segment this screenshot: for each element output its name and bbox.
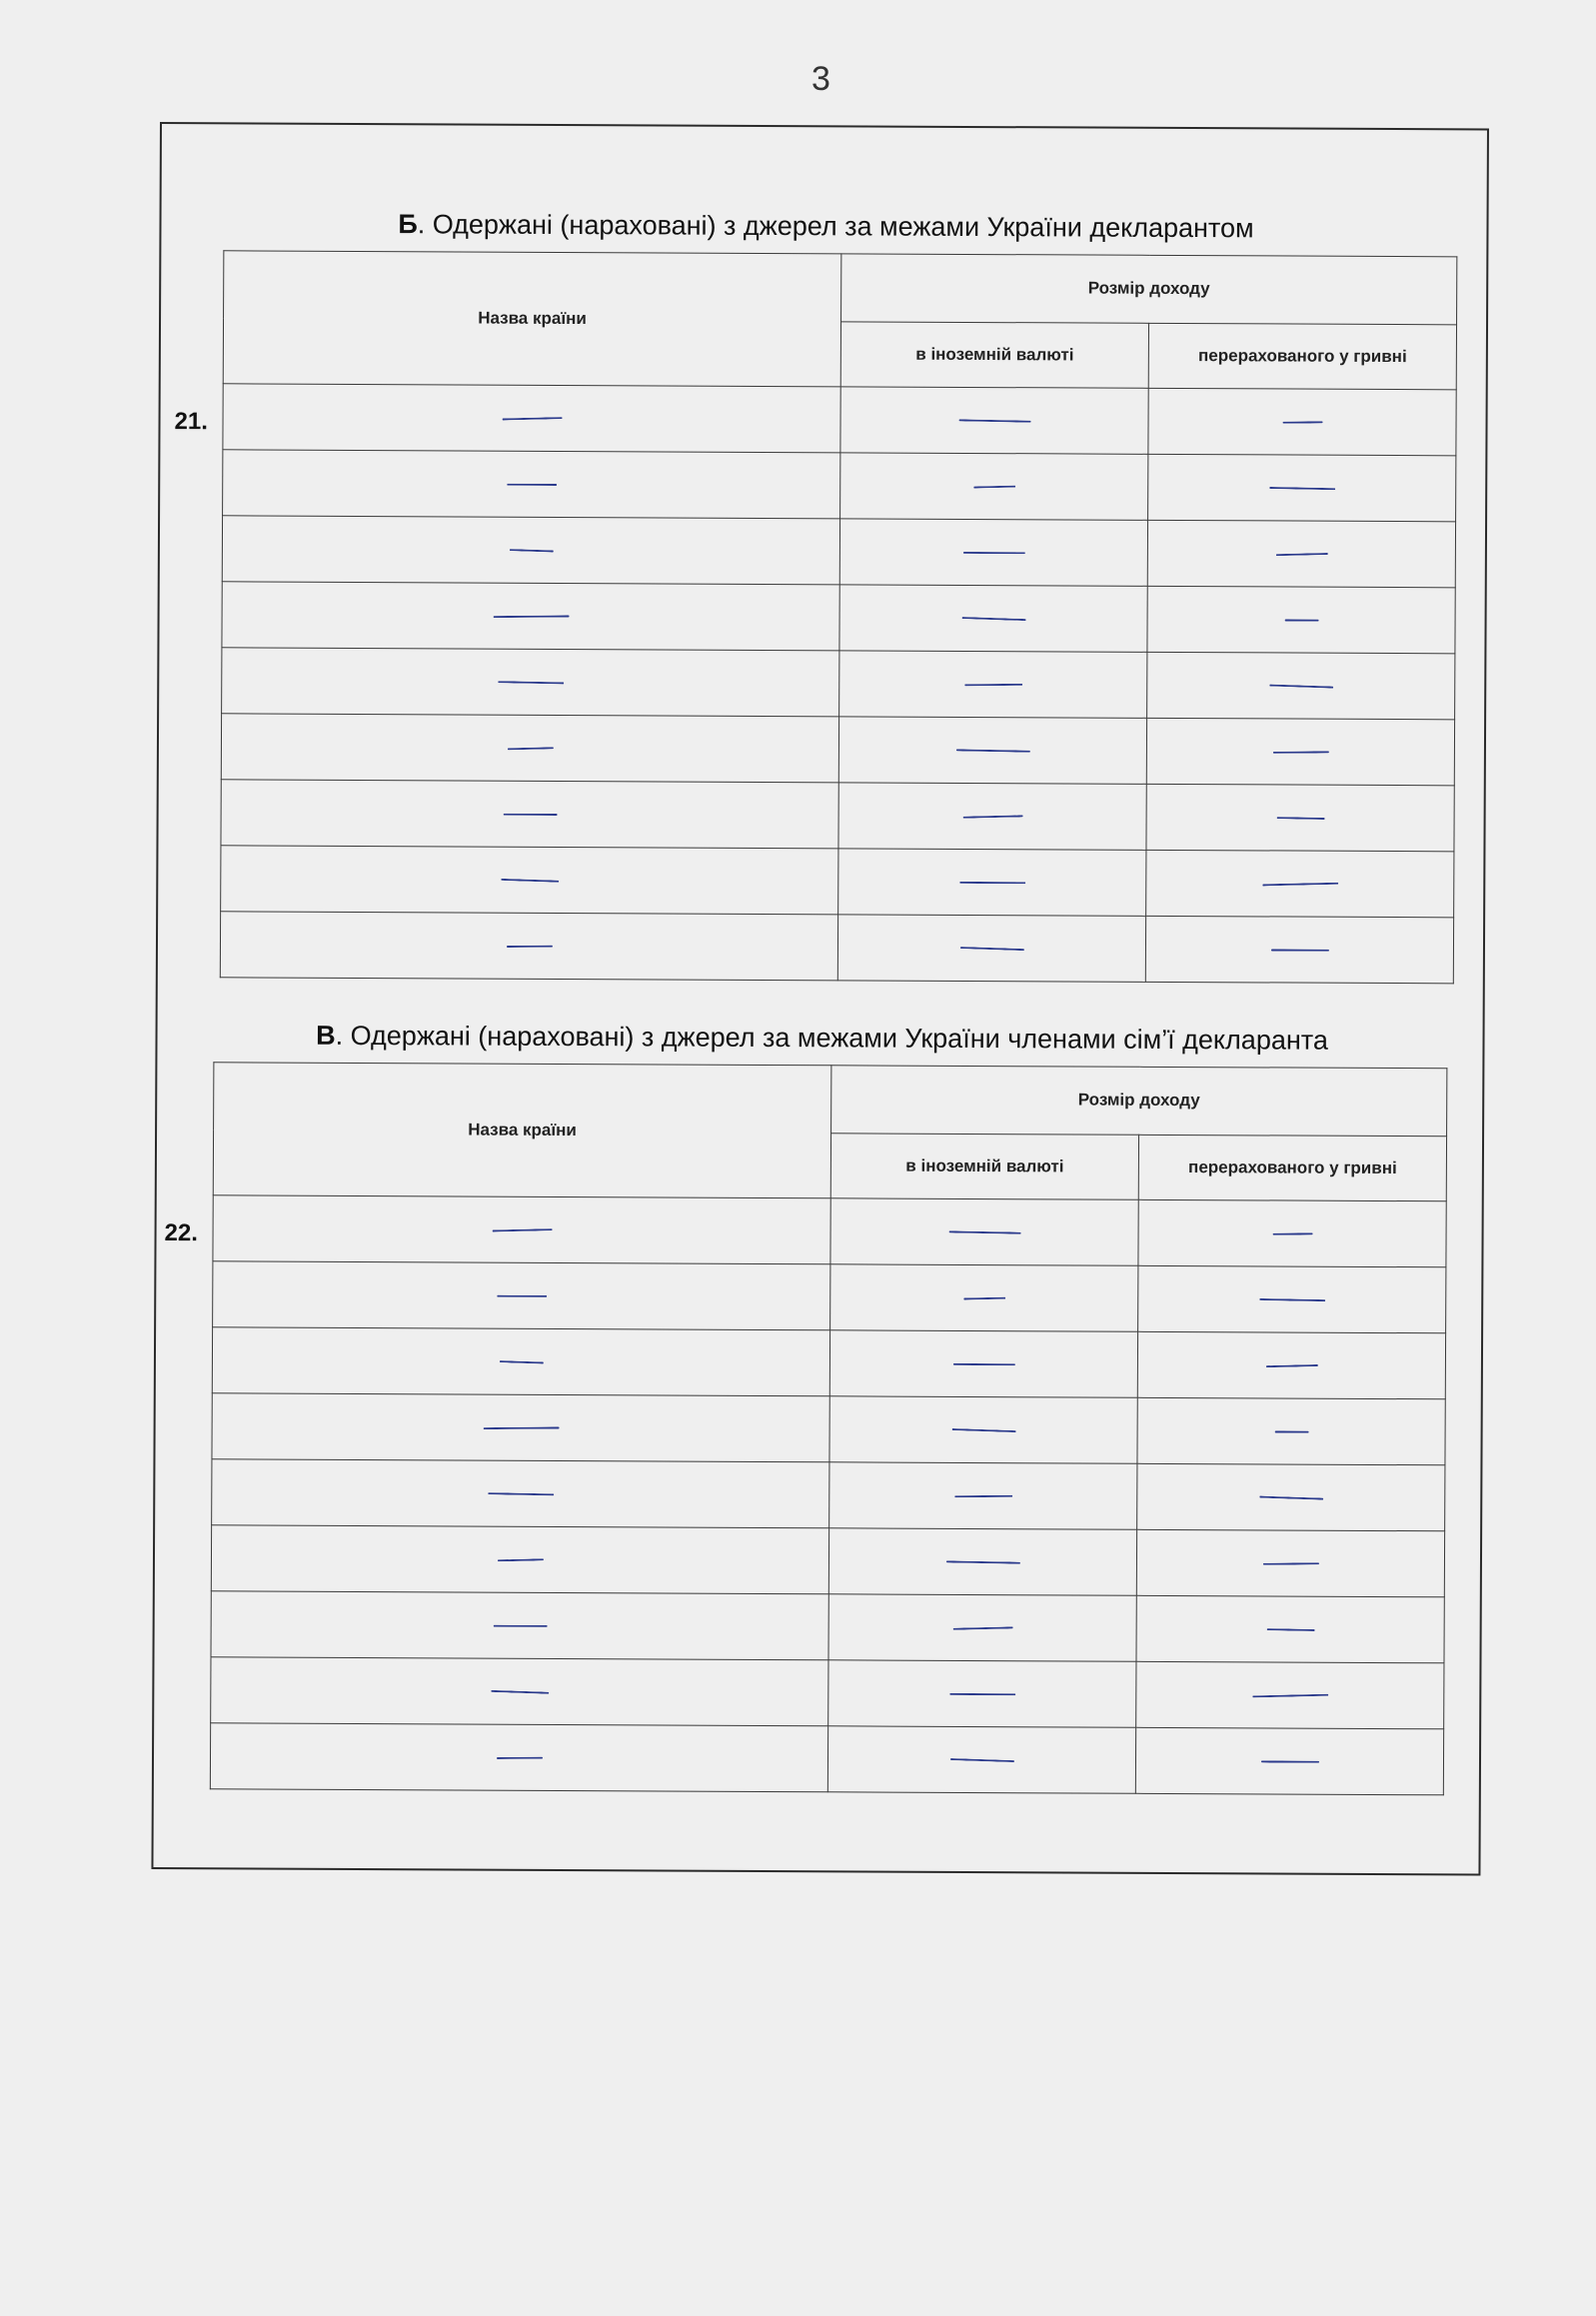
- handwritten-dash: [483, 1426, 559, 1429]
- handwritten-dash: [1252, 1694, 1328, 1698]
- handwritten-dash: [1284, 620, 1318, 622]
- cell-uah: [1137, 1463, 1445, 1531]
- table-row: [213, 1261, 1446, 1333]
- handwritten-dash: [951, 1428, 1015, 1432]
- cell-uah: [1147, 520, 1455, 588]
- cell-country: [223, 450, 840, 519]
- handwritten-dash: [1259, 1496, 1323, 1500]
- cell-country: [211, 1591, 828, 1660]
- cell-uah: [1136, 1661, 1444, 1729]
- cell-uah: [1148, 454, 1456, 522]
- cell-uah: [1147, 652, 1455, 720]
- section-b-header-foreign: в іноземній валюті: [840, 321, 1148, 388]
- table-row: [213, 1195, 1446, 1267]
- section-b-header-country: Назва країни: [223, 251, 841, 387]
- cell-uah: [1146, 850, 1454, 918]
- section-v-title: [157, 1020, 1486, 1057]
- handwritten-dash: [948, 1230, 1020, 1233]
- cell-uah: [1146, 718, 1454, 786]
- handwritten-dash: [1266, 1628, 1314, 1631]
- handwritten-dash: [497, 1295, 547, 1297]
- handwritten-dash: [973, 486, 1015, 489]
- handwritten-dash: [507, 484, 557, 486]
- cell-foreign: [829, 1330, 1137, 1398]
- table-row: [222, 648, 1455, 720]
- cell-uah: [1137, 1397, 1445, 1465]
- cell-uah: [1148, 388, 1456, 456]
- cell-foreign: [840, 387, 1148, 455]
- handwritten-dash: [962, 552, 1024, 554]
- form-frame: [151, 122, 1489, 1875]
- cell-foreign: [839, 585, 1147, 653]
- cell-country: [212, 1459, 829, 1528]
- cell-foreign: [828, 1528, 1136, 1596]
- handwritten-dash: [1276, 817, 1324, 820]
- handwritten-dash: [502, 417, 562, 420]
- handwritten-dash: [493, 1625, 547, 1627]
- handwritten-dash: [959, 882, 1025, 884]
- handwritten-dash: [491, 1690, 549, 1694]
- handwritten-dash: [1282, 421, 1322, 423]
- handwritten-dash: [1272, 1232, 1312, 1234]
- handwritten-dash: [503, 814, 557, 816]
- handwritten-dash: [498, 681, 564, 684]
- handwritten-dash: [1269, 487, 1335, 490]
- handwritten-dash: [1269, 685, 1333, 689]
- cell-country: [212, 1393, 829, 1462]
- cell-uah: [1135, 1727, 1443, 1795]
- handwritten-dash: [506, 946, 552, 948]
- cell-country: [211, 1525, 828, 1594]
- handwritten-dash: [963, 1297, 1005, 1300]
- cell-uah: [1138, 1265, 1446, 1333]
- handwritten-dash: [955, 749, 1029, 752]
- section-v-letter: В: [316, 1020, 336, 1051]
- table-row: [222, 582, 1455, 654]
- handwritten-dash: [497, 1558, 543, 1561]
- section-v-header-country: Назва країни: [213, 1063, 831, 1198]
- cell-country: [212, 1327, 829, 1396]
- handwritten-dash: [1262, 883, 1338, 887]
- cell-foreign: [838, 783, 1146, 851]
- cell-foreign: [837, 915, 1145, 983]
- section-v-header-foreign: в іноземній валюті: [830, 1133, 1138, 1199]
- table-row: [211, 1525, 1444, 1597]
- handwritten-dash: [509, 549, 553, 552]
- cell-country: [222, 648, 839, 717]
- section-v-header-uah: перерахованого у гривні: [1138, 1135, 1446, 1201]
- table-row: [212, 1459, 1445, 1531]
- handwritten-dash: [1259, 1298, 1325, 1301]
- handwritten-dash: [959, 947, 1023, 951]
- handwritten-dash: [958, 419, 1030, 422]
- cell-foreign: [829, 1462, 1137, 1530]
- cell-uah: [1138, 1199, 1446, 1267]
- section-b-header-uah: перерахованого у гривні: [1148, 323, 1456, 390]
- cell-uah: [1136, 1529, 1444, 1597]
- handwritten-dash: [1265, 1364, 1317, 1367]
- cell-country: [221, 714, 838, 783]
- section-b-row-number: 21.: [174, 408, 208, 436]
- section-b-title: [161, 208, 1490, 245]
- handwritten-dash: [1275, 553, 1327, 556]
- section-v-header-size: Розмір доходу: [831, 1066, 1447, 1137]
- cell-country: [222, 516, 839, 585]
- handwritten-dash: [1274, 1430, 1308, 1432]
- handwritten-dash: [507, 747, 553, 750]
- cell-country: [213, 1195, 830, 1264]
- handwritten-dash: [1260, 1760, 1318, 1762]
- handwritten-dash: [501, 879, 559, 883]
- handwritten-dash: [952, 1363, 1014, 1365]
- handwritten-dash: [496, 1757, 542, 1759]
- cell-foreign: [839, 651, 1147, 719]
- table-row: [223, 450, 1456, 522]
- handwritten-dash: [1270, 949, 1328, 951]
- handwritten-dash: [499, 1360, 543, 1363]
- cell-uah: [1147, 586, 1455, 654]
- cell-country: [211, 1657, 828, 1726]
- section-b-table: [220, 250, 1458, 984]
- cell-country: [220, 912, 837, 981]
- handwritten-dash: [493, 615, 569, 618]
- page-number: 3: [811, 60, 830, 98]
- cell-foreign: [828, 1594, 1136, 1662]
- table-row: [212, 1327, 1445, 1399]
- table-row: [220, 912, 1453, 984]
- handwritten-dash: [952, 1626, 1012, 1629]
- cell-country: [210, 1723, 827, 1792]
- cell-foreign: [830, 1264, 1138, 1332]
- table-row: [222, 516, 1455, 588]
- cell-country: [223, 384, 840, 453]
- section-v-title-text: . Одержані (нараховані) з джерел за межами України членами сім’ї декларанта: [335, 1020, 1328, 1056]
- section-b-title-text: . Одержані (нараховані) з джерел за межами України декларантом: [417, 209, 1254, 244]
- cell-uah: [1146, 784, 1454, 852]
- cell-uah: [1145, 916, 1453, 984]
- section-b-header-size: Розмір доходу: [841, 254, 1457, 325]
- handwritten-dash: [1262, 1562, 1318, 1565]
- section-v-table: [210, 1062, 1448, 1795]
- cell-country: [221, 780, 838, 849]
- cell-country: [222, 582, 839, 651]
- handwritten-dash: [962, 815, 1022, 818]
- cell-foreign: [829, 1396, 1137, 1464]
- table-row: [223, 384, 1456, 456]
- handwritten-dash: [949, 1758, 1013, 1762]
- handwritten-dash: [1272, 751, 1328, 754]
- cell-foreign: [838, 849, 1146, 917]
- section-v-row-number: 22.: [164, 1219, 199, 1247]
- section-b-letter: Б: [398, 209, 418, 240]
- handwritten-dash: [949, 1693, 1015, 1695]
- table-row: [221, 780, 1454, 852]
- cell-uah: [1137, 1331, 1445, 1399]
- cell-foreign: [830, 1198, 1138, 1266]
- table-row: [211, 1657, 1444, 1729]
- cell-foreign: [840, 453, 1148, 521]
- cell-uah: [1136, 1595, 1444, 1663]
- handwritten-dash: [488, 1492, 554, 1495]
- table-row: [212, 1393, 1445, 1465]
- cell-foreign: [839, 519, 1147, 587]
- table-row: [221, 846, 1454, 918]
- table-row: [210, 1723, 1443, 1795]
- handwritten-dash: [954, 1495, 1012, 1498]
- cell-foreign: [828, 1660, 1136, 1728]
- cell-country: [213, 1261, 830, 1330]
- handwritten-dash: [492, 1228, 552, 1231]
- table-row: [221, 714, 1454, 786]
- handwritten-dash: [945, 1560, 1019, 1563]
- cell-country: [221, 846, 838, 915]
- cell-foreign: [838, 717, 1146, 785]
- table-row: [211, 1591, 1444, 1663]
- handwritten-dash: [961, 617, 1025, 621]
- cell-foreign: [827, 1726, 1135, 1794]
- handwritten-dash: [964, 684, 1022, 687]
